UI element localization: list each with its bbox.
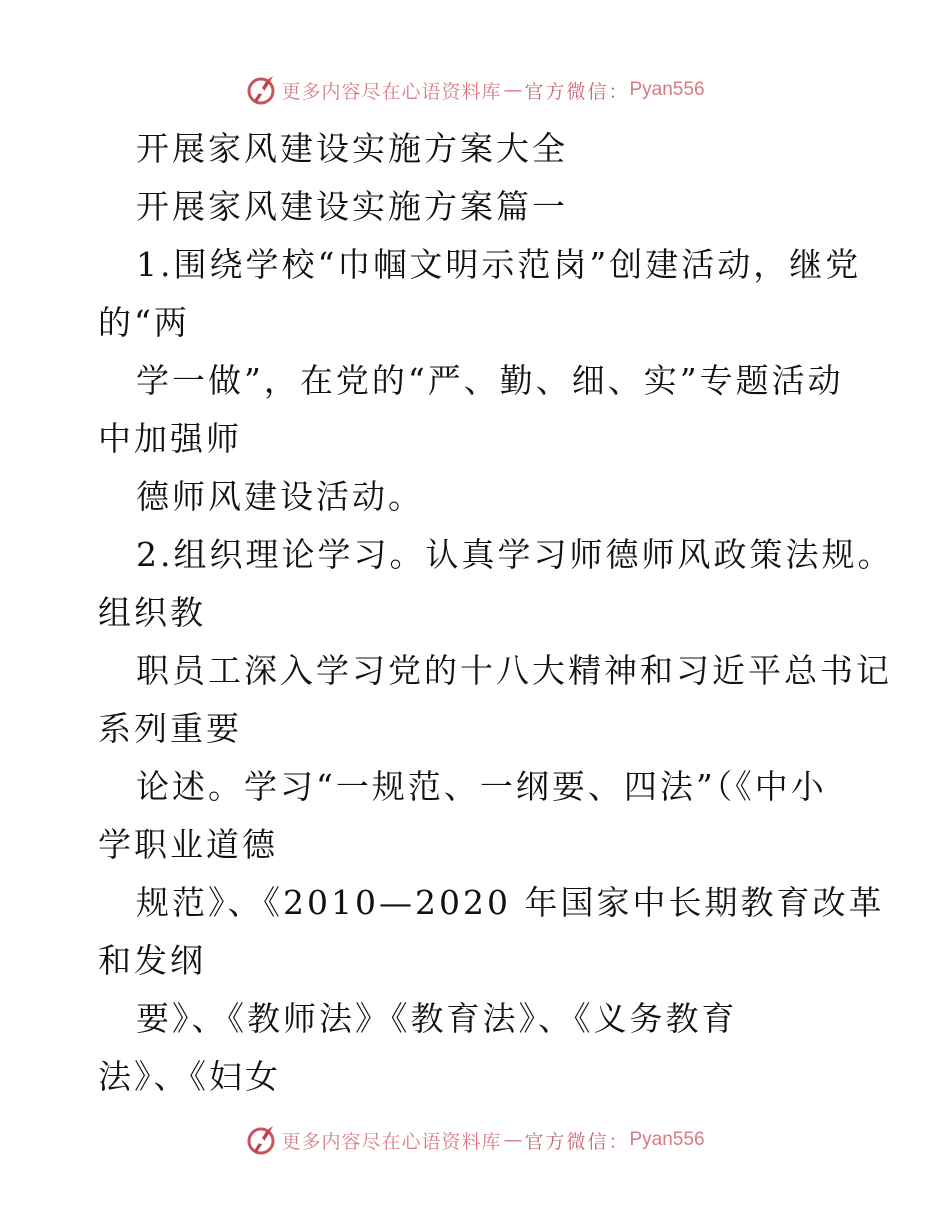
- document-body: [98, 120, 894, 1106]
- watermark-account: Pyan556: [629, 1129, 705, 1150]
- document-title: 开展家风建设实施方案大全: [136, 129, 568, 168]
- section-heading: 开展家风建设实施方案篇一: [136, 187, 568, 226]
- paragraph-line: 系列重要: [98, 709, 242, 748]
- paragraph-line: 论述。学习“一规范、一纲要、四法”（《中小: [136, 767, 827, 806]
- paragraph-line: 职员工深入学习党的十八大精神和习近平总书记: [136, 651, 892, 690]
- paragraph-line: 和发纲: [98, 941, 206, 980]
- paragraph-line: 学职业道德: [98, 825, 278, 864]
- watermark-dash: —: [503, 1129, 523, 1151]
- quill-pen-logo-icon: [245, 74, 277, 106]
- header-watermark: [0, 70, 950, 110]
- paragraph-line: 2.组织理论学习。认真学习师德师风政策法规。: [136, 535, 894, 574]
- watermark-account: Pyan556: [629, 79, 705, 100]
- quill-pen-logo-icon: [245, 1124, 277, 1156]
- paragraph-line: 规范》、《2010—2020 年国家中长期教育改革: [136, 883, 885, 922]
- watermark-dash: —: [503, 79, 523, 101]
- watermark-brand: 更多内容尽在心语资料库: [281, 80, 502, 103]
- paragraph-line: 德师风建设活动。: [136, 477, 424, 516]
- paragraph-line: 1.围绕学校“巾帼文明示范岗”创建活动，继党: [136, 245, 862, 284]
- footer-watermark: [0, 1120, 950, 1160]
- watermark-label: 官方微信：: [524, 80, 630, 103]
- paragraph-line: 中加强师: [98, 419, 242, 458]
- paragraph-line: 法》、《妇女: [98, 1057, 281, 1096]
- watermark-brand: 更多内容尽在心语资料库: [281, 1130, 502, 1153]
- paragraph-line: 学一做”，在党的“严、勤、细、实”专题活动: [136, 361, 844, 400]
- watermark-label: 官方微信：: [524, 1130, 630, 1153]
- paragraph-line: 组织教: [98, 593, 206, 632]
- paragraph-line: 的“两: [98, 303, 190, 342]
- paragraph-line: 要》、《教师法》《教育法》、《义务教育: [136, 999, 738, 1038]
